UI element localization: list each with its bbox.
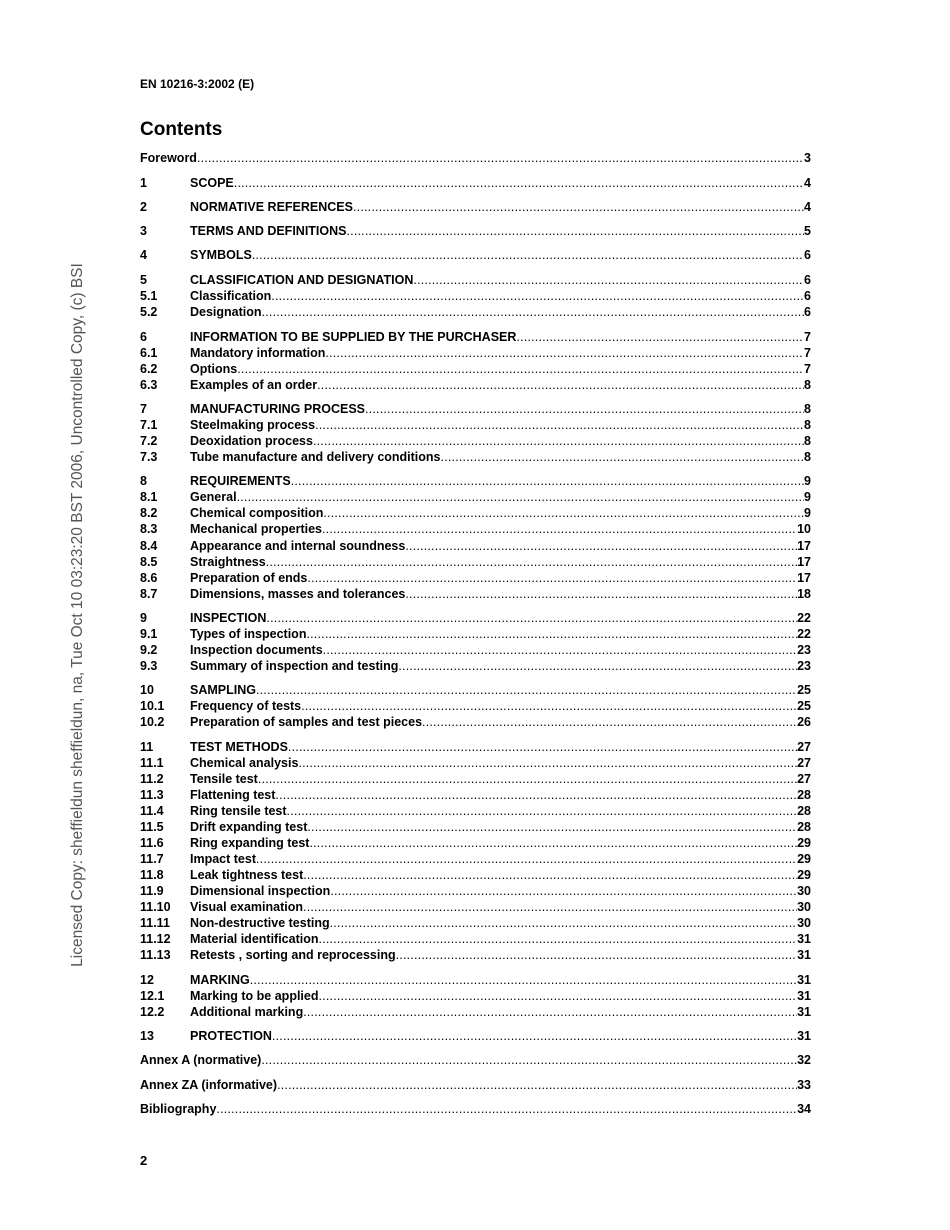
contents-title: Contents — [140, 119, 223, 140]
toc-entry-title: General — [190, 490, 237, 504]
toc-entry-title: Bibliography — [140, 1102, 217, 1116]
toc-entry-number: 11 — [140, 740, 154, 754]
toc-entry-page: 27 — [797, 756, 811, 770]
toc-entry-title: Dimensions, masses and tolerances — [190, 587, 406, 601]
toc-entry-page: 29 — [797, 852, 811, 866]
toc-entry[interactable] — [140, 899, 811, 915]
toc-entry-title: INFORMATION TO BE SUPPLIED BY THE PURCHASER — [190, 330, 517, 344]
toc-entry-page: 8 — [804, 378, 811, 392]
toc-entry[interactable] — [140, 698, 811, 714]
toc-dot-leader — [396, 947, 797, 963]
toc-entry-number: 2 — [140, 200, 147, 214]
toc-entry-title: Leak tightness test — [190, 868, 304, 882]
toc-entry[interactable] — [140, 272, 811, 288]
toc-entry-page: 31 — [797, 932, 811, 946]
toc-entry-title: Appearance and internal soundness — [190, 539, 406, 553]
toc-entry-title: Preparation of samples and test pieces — [190, 715, 423, 729]
toc-entry-page: 26 — [797, 715, 811, 729]
toc-dot-leader — [277, 1077, 797, 1093]
toc-entry-number: 11.5 — [140, 820, 164, 834]
toc-dot-leader — [319, 931, 798, 947]
toc-entry-page: 22 — [797, 627, 811, 641]
toc-entry-number: 13 — [140, 1029, 154, 1043]
toc-entry-page: 34 — [797, 1102, 811, 1116]
toc-entry-page: 8 — [804, 434, 811, 448]
toc-entry-number: 5.2 — [140, 305, 158, 319]
toc-entry-page: 8 — [804, 418, 811, 432]
toc-entry[interactable] — [140, 489, 811, 505]
toc-entry-page: 28 — [797, 788, 811, 802]
toc-entry-page: 30 — [797, 900, 811, 914]
toc-entry-title: Inspection documents — [190, 643, 323, 657]
toc-entry-number: 12.2 — [140, 1005, 165, 1019]
toc-dot-leader — [252, 247, 804, 263]
toc-dot-leader — [353, 199, 804, 215]
toc-entry[interactable] — [140, 1077, 811, 1093]
toc-entry-title: Chemical composition — [190, 506, 324, 520]
toc-entry-page: 6 — [804, 248, 811, 262]
toc-entry-page: 29 — [797, 868, 811, 882]
toc-dot-leader — [313, 433, 804, 449]
toc-entry-number: 11.3 — [140, 788, 164, 802]
toc-entry[interactable] — [140, 223, 811, 239]
toc-entry-title: Deoxidation process — [190, 434, 313, 448]
toc-dot-leader — [234, 175, 804, 191]
toc-entry-number: 11.7 — [140, 852, 164, 866]
toc-entry-title: CLASSIFICATION AND DESIGNATION — [190, 273, 414, 287]
toc-entry-title: PROTECTION — [190, 1029, 272, 1043]
toc-entry-title: Material identification — [190, 932, 319, 946]
toc-entry-title: SCOPE — [190, 176, 234, 190]
toc-entry[interactable] — [140, 835, 811, 851]
toc-entry-page: 27 — [797, 740, 811, 754]
toc-entry-title: Flattening test — [190, 788, 276, 802]
toc-dot-leader — [309, 835, 797, 851]
toc-entry-title: TEST METHODS — [190, 740, 288, 754]
toc-entry[interactable] — [140, 175, 811, 191]
toc-entry-title: MANUFACTURING PROCESS — [190, 402, 366, 416]
toc-dot-leader — [405, 538, 797, 554]
toc-entry-title: Non-destructive testing — [190, 916, 330, 930]
toc-entry[interactable] — [140, 361, 811, 377]
toc-entry[interactable] — [140, 473, 811, 489]
toc-entry-number: 7.2 — [140, 434, 158, 448]
toc-entry-number: 6.1 — [140, 346, 158, 360]
toc-dot-leader — [197, 150, 804, 166]
toc-entry-page: 23 — [797, 643, 811, 657]
toc-dot-leader — [307, 819, 797, 835]
toc-entry[interactable] — [140, 586, 811, 602]
toc-dot-leader — [365, 401, 804, 417]
toc-dot-leader — [405, 586, 797, 602]
toc-entry-title: Steelmaking process — [190, 418, 316, 432]
toc-entry-title: Impact test — [190, 852, 256, 866]
toc-entry-number: 11.4 — [140, 804, 164, 818]
toc-dot-leader — [303, 867, 797, 883]
toc-entry[interactable] — [140, 642, 811, 658]
toc-entry-number: 8.3 — [140, 522, 158, 536]
toc-entry-page: 28 — [797, 820, 811, 834]
toc-entry-number: 5 — [140, 273, 147, 287]
toc-entry-page: 31 — [797, 989, 811, 1003]
toc-entry-page: 25 — [797, 699, 811, 713]
toc-entry-number: 6.3 — [140, 378, 158, 392]
toc-dot-leader — [398, 658, 797, 674]
toc-entry[interactable] — [140, 931, 811, 947]
toc-entry-page: 17 — [797, 539, 811, 553]
toc-entry-number: 10.1 — [140, 699, 165, 713]
toc-entry[interactable] — [140, 947, 811, 963]
toc-entry-number: 9.1 — [140, 627, 158, 641]
toc-entry-page: 31 — [797, 948, 811, 962]
toc-dot-leader — [261, 1052, 797, 1068]
toc-entry[interactable] — [140, 377, 811, 393]
toc-entry[interactable] — [140, 150, 811, 166]
toc-dot-leader — [323, 642, 797, 658]
toc-entry-number: 6.2 — [140, 362, 158, 376]
toc-entry-page: 4 — [804, 200, 811, 214]
toc-entry-page: 27 — [797, 772, 811, 786]
toc-dot-leader — [291, 473, 804, 489]
toc-dot-leader — [301, 698, 797, 714]
toc-entry-number: 8.2 — [140, 506, 158, 520]
toc-entry[interactable] — [140, 329, 811, 345]
toc-dot-leader — [271, 288, 804, 304]
toc-entry-number: 11.13 — [140, 948, 171, 962]
toc-dot-leader — [441, 449, 805, 465]
toc-entry-page: 22 — [797, 611, 811, 625]
toc-dot-leader — [258, 771, 797, 787]
toc-entry-number: 1 — [140, 176, 147, 190]
toc-entry[interactable] — [140, 714, 811, 730]
toc-entry[interactable] — [140, 433, 811, 449]
toc-dot-leader — [237, 361, 804, 377]
toc-dot-leader — [317, 377, 804, 393]
toc-dot-leader — [303, 899, 797, 915]
toc-dot-leader — [216, 1101, 797, 1117]
toc-entry-title: TERMS AND DEFINITIONS — [190, 224, 347, 238]
toc-entry[interactable] — [140, 682, 811, 698]
toc-entry-title: INSPECTION — [190, 611, 267, 625]
toc-entry-title: Marking to be applied — [190, 989, 319, 1003]
toc-dot-leader — [288, 739, 797, 755]
toc-entry-number: 5.1 — [140, 289, 158, 303]
toc-entry[interactable] — [140, 658, 811, 674]
toc-entry-number: 12 — [140, 973, 154, 987]
toc-dot-leader — [323, 505, 804, 521]
toc-dot-leader — [330, 883, 797, 899]
toc-entry-title: SYMBOLS — [190, 248, 252, 262]
toc-entry-title: NORMATIVE REFERENCES — [190, 200, 353, 214]
toc-entry-title: Chemical analysis — [190, 756, 299, 770]
toc-entry-number: 8.1 — [140, 490, 158, 504]
toc-entry-title: Ring tensile test — [190, 804, 287, 818]
toc-entry-page: 31 — [797, 1029, 811, 1043]
toc-entry-number: 4 — [140, 248, 147, 262]
toc-entry-title: Mandatory information — [190, 346, 326, 360]
toc-entry[interactable] — [140, 883, 811, 899]
toc-entry-number: 7 — [140, 402, 147, 416]
toc-entry-page: 6 — [804, 273, 811, 287]
toc-entry-title: Drift expanding test — [190, 820, 308, 834]
toc-entry-page: 25 — [797, 683, 811, 697]
toc-entry-number: 11.8 — [140, 868, 164, 882]
toc-entry-number: 8.6 — [140, 571, 158, 585]
toc-dot-leader — [256, 682, 797, 698]
toc-entry-number: 11.6 — [140, 836, 164, 850]
toc-entry-page: 9 — [804, 490, 811, 504]
toc-entry-number: 12.1 — [140, 989, 165, 1003]
toc-entry-number: 9.2 — [140, 643, 158, 657]
toc-entry-title: REQUIREMENTS — [190, 474, 291, 488]
toc-entry-title: Classification — [190, 289, 272, 303]
toc-dot-leader — [319, 988, 798, 1004]
toc-entry-title: Straightness — [190, 555, 266, 569]
toc-entry-number: 8.7 — [140, 587, 158, 601]
toc-entry-title: Options — [190, 362, 238, 376]
toc-entry-page: 8 — [804, 450, 811, 464]
toc-entry[interactable] — [140, 570, 811, 586]
toc-entry-title: SAMPLING — [190, 683, 256, 697]
toc-entry-title: Summary of inspection and testing — [190, 659, 399, 673]
toc-entry[interactable] — [140, 867, 811, 883]
toc-entry[interactable] — [140, 851, 811, 867]
toc-entry-title: Designation — [190, 305, 262, 319]
toc-entry[interactable] — [140, 521, 811, 537]
toc-entry-page: 10 — [797, 522, 811, 536]
toc-entry-page: 31 — [797, 973, 811, 987]
toc-entry-page: 23 — [797, 659, 811, 673]
toc-entry-title: Annex ZA (informative) — [140, 1078, 278, 1092]
toc-entry[interactable] — [140, 610, 811, 626]
toc-entry[interactable] — [140, 803, 811, 819]
toc-entry-title: Ring expanding test — [190, 836, 310, 850]
toc-entry[interactable] — [140, 972, 811, 988]
toc-entry[interactable] — [140, 819, 811, 835]
toc-entry-page: 17 — [797, 555, 811, 569]
toc-entry[interactable] — [140, 505, 811, 521]
toc-entry[interactable] — [140, 199, 811, 215]
toc-entry-number: 11.2 — [140, 772, 164, 786]
toc-entry-number: 11.12 — [140, 932, 171, 946]
toc-entry[interactable] — [140, 538, 811, 554]
toc-dot-leader — [266, 610, 797, 626]
toc-entry-title: MARKING — [190, 973, 250, 987]
toc-entry-page: 7 — [804, 346, 811, 360]
toc-dot-leader — [256, 851, 797, 867]
toc-entry-number: 8.4 — [140, 539, 158, 553]
toc-entry[interactable] — [140, 787, 811, 803]
document-header: EN 10216-3:2002 (E) — [140, 77, 255, 91]
toc-dot-leader — [516, 329, 804, 345]
toc-entry[interactable] — [140, 1004, 811, 1020]
toc-entry-number: 11.11 — [140, 916, 170, 930]
toc-entry-page: 7 — [804, 362, 811, 376]
toc-dot-leader — [330, 915, 797, 931]
toc-entry-title: Foreword — [140, 151, 197, 165]
toc-entry-number: 10.2 — [140, 715, 165, 729]
toc-entry-number: 7.3 — [140, 450, 158, 464]
toc-dot-leader — [303, 1004, 797, 1020]
toc-entry-number: 11.9 — [140, 884, 164, 898]
toc-dot-leader — [262, 304, 805, 320]
toc-entry-number: 11.1 — [140, 756, 164, 770]
toc-entry-page: 18 — [797, 587, 811, 601]
toc-entry-number: 10 — [140, 683, 154, 697]
toc-entry-page: 33 — [797, 1078, 811, 1092]
toc-entry-page: 4 — [804, 176, 811, 190]
toc-entry[interactable] — [140, 449, 811, 465]
toc-dot-leader — [307, 570, 797, 586]
toc-entry-number: 8 — [140, 474, 147, 488]
toc-entry[interactable] — [140, 1028, 811, 1044]
toc-entry-title: Frequency of tests — [190, 699, 302, 713]
toc-entry-number: 9 — [140, 611, 147, 625]
page-number: 2 — [140, 1153, 148, 1168]
toc-entry[interactable] — [140, 1101, 811, 1117]
toc-entry-page: 30 — [797, 884, 811, 898]
toc-entry-page: 32 — [797, 1053, 811, 1067]
toc-entry-number: 7.1 — [140, 418, 158, 432]
toc-entry-title: Visual examination — [190, 900, 304, 914]
toc-entry[interactable] — [140, 771, 811, 787]
toc-entry-number: 3 — [140, 224, 147, 238]
toc-entry-title: Types of inspection — [190, 627, 307, 641]
toc-dot-leader — [250, 972, 797, 988]
toc-entry[interactable] — [140, 1052, 811, 1068]
toc-dot-leader — [266, 554, 797, 570]
toc-entry[interactable] — [140, 304, 811, 320]
toc-entry-number: 8.5 — [140, 555, 158, 569]
toc-entry-page: 6 — [804, 305, 811, 319]
toc-entry-page: 6 — [804, 289, 811, 303]
toc-entry-title: Additional marking — [190, 1005, 304, 1019]
toc-entry-page: 30 — [797, 916, 811, 930]
toc-entry[interactable] — [140, 401, 811, 417]
toc-entry[interactable] — [140, 988, 811, 1004]
toc-dot-leader — [272, 1028, 797, 1044]
toc-entry[interactable] — [140, 915, 811, 931]
toc-dot-leader — [237, 489, 804, 505]
license-watermark: Licensed Copy: sheffieldun sheffieldun, na, Tue Oct 10 03:23:20 BST 2006, Uncontrolled Copy, (c) BSI — [69, 263, 86, 967]
toc-entry-number: 11.10 — [140, 900, 171, 914]
toc-entry-page: 3 — [804, 151, 811, 165]
toc-entry-page: 28 — [797, 804, 811, 818]
toc-entry[interactable] — [140, 626, 811, 642]
toc-entry-page: 17 — [797, 571, 811, 585]
toc-entry-title: Annex A (normative) — [140, 1053, 262, 1067]
toc-entry-number: 9.3 — [140, 659, 158, 673]
toc-dot-leader — [275, 787, 797, 803]
toc-entry-page: 9 — [804, 506, 811, 520]
toc-entry-page: 5 — [804, 224, 811, 238]
toc-dot-leader — [287, 803, 798, 819]
toc-dot-leader — [422, 714, 797, 730]
toc-entry-title: Tensile test — [190, 772, 258, 786]
toc-entry[interactable] — [140, 247, 811, 263]
toc-entry-page: 31 — [797, 1005, 811, 1019]
toc-entry-title: Examples of an order — [190, 378, 318, 392]
toc-entry-title: Mechanical properties — [190, 522, 322, 536]
toc-entry-number: 6 — [140, 330, 147, 344]
toc-entry[interactable] — [140, 417, 811, 433]
toc-dot-leader — [298, 755, 797, 771]
toc-entry[interactable] — [140, 288, 811, 304]
toc-dot-leader — [306, 626, 797, 642]
toc-entry-page: 7 — [804, 330, 811, 344]
toc-entry[interactable] — [140, 755, 811, 771]
toc-entry-title: Retests , sorting and reprocessing — [190, 948, 396, 962]
toc-entry-page: 29 — [797, 836, 811, 850]
toc-entry[interactable] — [140, 554, 811, 570]
toc-entry-title: Preparation of ends — [190, 571, 308, 585]
toc-dot-leader — [346, 223, 804, 239]
toc-dot-leader — [325, 345, 804, 361]
toc-entry-title: Tube manufacture and delivery conditions — [190, 450, 441, 464]
toc-dot-leader — [413, 272, 804, 288]
toc-entry-page: 8 — [804, 402, 811, 416]
toc-entry[interactable] — [140, 739, 811, 755]
toc-dot-leader — [315, 417, 804, 433]
toc-entry-page: 9 — [804, 474, 811, 488]
toc-entry-title: Dimensional inspection — [190, 884, 331, 898]
toc-dot-leader — [322, 521, 797, 537]
toc-entry[interactable] — [140, 345, 811, 361]
